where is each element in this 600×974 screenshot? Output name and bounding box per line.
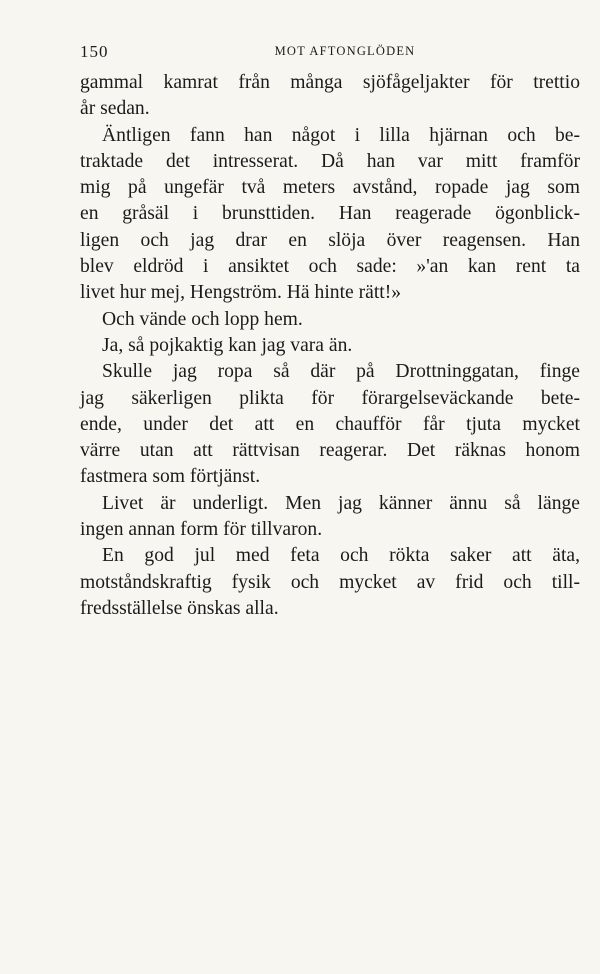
- text-line: livet hur mej, Hengström. Hä hinte rätt!»: [80, 282, 402, 304]
- text-line: ingen annan form för tillvaron.: [80, 519, 323, 541]
- text-line: fastmera som förtjänst.: [80, 466, 261, 488]
- text-line: En god jul med feta och rökta saker att äta,: [102, 545, 580, 567]
- text-line: fredsställelse önskas alla.: [80, 597, 279, 619]
- book-title: MOT AFTONGLÖDEN: [274, 44, 416, 58]
- text-line: motståndskraftig fysik och mycket av frid och till-: [80, 571, 580, 593]
- text-line: gammal kamrat från många sjöfågeljakter för trettio: [80, 72, 580, 93]
- page-number: 150: [80, 42, 109, 61]
- text-line: Livet är underligt. Men jag känner ännu så länge: [102, 492, 580, 514]
- text-line: jag säkerligen plikta för förargelseväckande bete-: [80, 387, 580, 409]
- text-line: ende, under det att en chaufför får tjuta mycket: [80, 413, 580, 435]
- running-head: [80, 42, 580, 62]
- text-line: Skulle jag ropa så där på Drottninggatan, finge: [102, 361, 580, 383]
- text-line: Ja, så pojkaktig kan jag vara än.: [102, 334, 353, 356]
- text-line: ligen och jag drar en slöja över reagensen. Han: [80, 229, 580, 251]
- text-line: Och vände och lopp hem.: [102, 308, 303, 330]
- body-text: [80, 70, 580, 622]
- text-line: Äntligen fann han något i lilla hjärnan och be-: [102, 124, 580, 146]
- text-line: värre utan att rättvisan reagerar. Det räknas honom: [80, 440, 580, 462]
- text-line: blev eldröd i ansiktet och sade: »'an kan rent ta: [80, 256, 580, 278]
- text-line: en gråsäl i brunsttiden. Han reagerade ögonblick-: [80, 203, 580, 225]
- text-line: traktade det intresserat. Då han var mitt framför: [80, 150, 580, 172]
- text-line: år sedan.: [80, 98, 150, 120]
- text-line: mig på ungefär två meters avstånd, ropade jag som: [80, 177, 580, 199]
